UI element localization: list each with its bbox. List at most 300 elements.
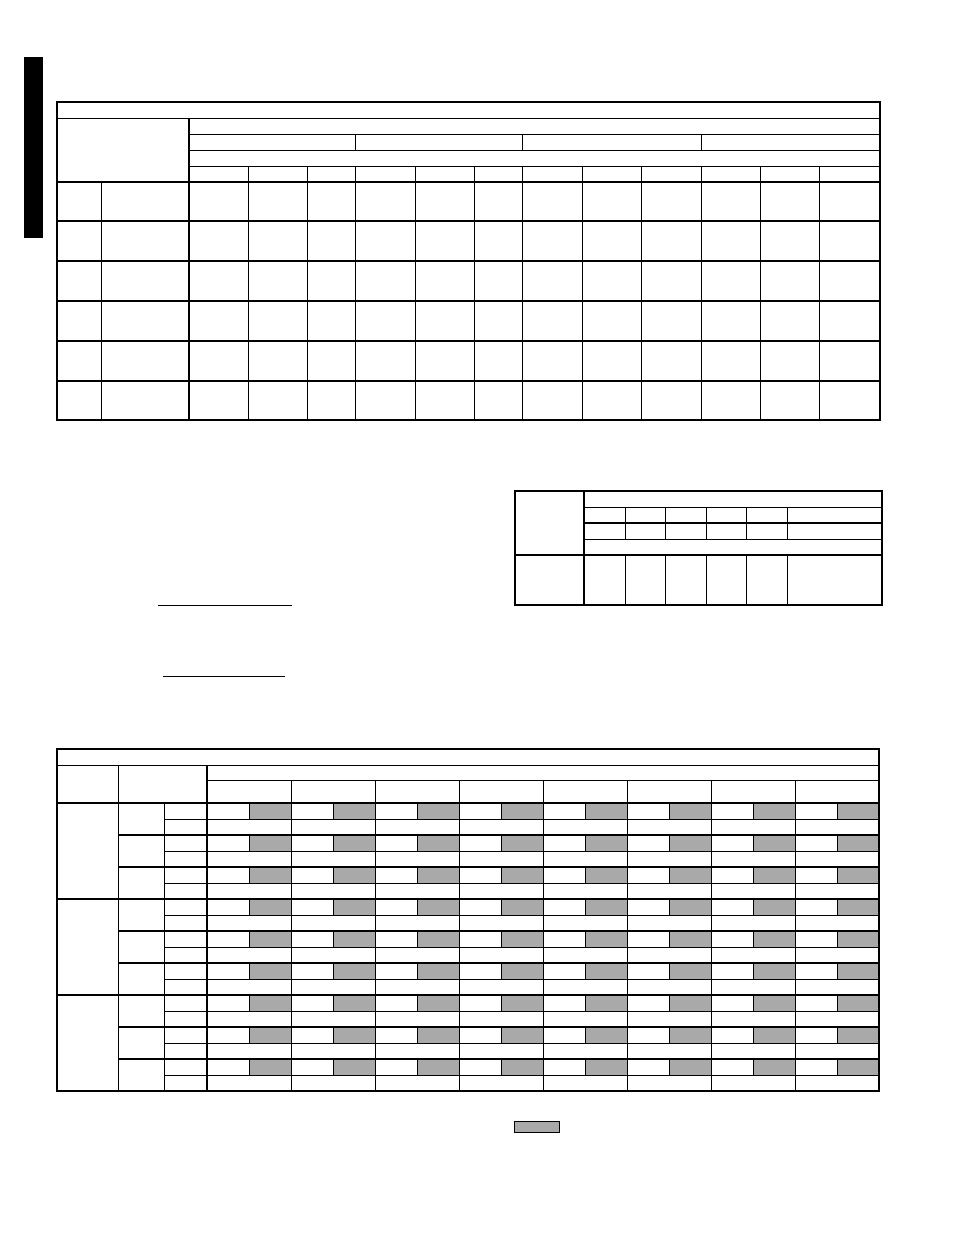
data-cell bbox=[543, 931, 585, 947]
table-1-col-header bbox=[582, 166, 641, 182]
data-cell bbox=[543, 947, 627, 963]
data-cell bbox=[207, 1075, 291, 1091]
data-cell bbox=[543, 851, 627, 867]
row-group-label-cell bbox=[57, 995, 118, 1091]
row-unit-cell bbox=[164, 883, 207, 899]
table-3-corner-cell-1 bbox=[57, 765, 118, 803]
data-cell bbox=[711, 867, 753, 883]
row-unit-cell bbox=[164, 1027, 207, 1043]
shaded-data-cell bbox=[417, 963, 459, 979]
data-cell bbox=[711, 1027, 753, 1043]
data-cell bbox=[701, 301, 760, 341]
shaded-data-cell bbox=[669, 899, 711, 915]
shaded-data-cell bbox=[333, 803, 375, 819]
data-cell bbox=[207, 803, 249, 819]
data-cell bbox=[375, 851, 459, 867]
data-cell bbox=[207, 883, 291, 899]
row-subgroup-label-cell bbox=[118, 963, 164, 995]
row-unit-cell bbox=[164, 915, 207, 931]
data-cell bbox=[522, 221, 582, 261]
data-cell bbox=[543, 1043, 627, 1059]
data-cell bbox=[641, 341, 701, 381]
shaded-data-cell bbox=[249, 995, 291, 1011]
table-1-group-header bbox=[189, 118, 880, 134]
data-cell bbox=[459, 883, 543, 899]
table-2-corner-cell bbox=[515, 491, 584, 555]
shaded-data-cell bbox=[249, 803, 291, 819]
shaded-data-cell bbox=[501, 963, 543, 979]
data-cell bbox=[819, 341, 880, 381]
data-cell bbox=[627, 819, 711, 835]
data-cell bbox=[291, 1043, 375, 1059]
data-cell bbox=[375, 947, 459, 963]
table-3-title-row bbox=[57, 749, 879, 765]
data-cell bbox=[819, 301, 880, 341]
data-cell bbox=[627, 1027, 669, 1043]
table-row bbox=[57, 851, 879, 867]
table-row bbox=[57, 182, 880, 221]
data-cell bbox=[795, 835, 837, 851]
data-cell bbox=[522, 182, 582, 221]
table-row bbox=[57, 803, 879, 819]
data-cell bbox=[543, 915, 627, 931]
data-cell bbox=[375, 1059, 417, 1075]
section-side-tab bbox=[24, 57, 43, 238]
data-cell bbox=[795, 947, 879, 963]
row-unit-cell bbox=[164, 1011, 207, 1027]
data-cell bbox=[706, 555, 746, 605]
data-cell bbox=[582, 301, 641, 341]
data-cell bbox=[415, 381, 474, 420]
data-cell bbox=[291, 1011, 375, 1027]
row-unit-cell bbox=[164, 995, 207, 1011]
shaded-data-cell bbox=[417, 931, 459, 947]
shaded-data-cell bbox=[417, 1027, 459, 1043]
data-cell bbox=[711, 883, 795, 899]
table-1-col-header bbox=[819, 166, 880, 182]
data-cell bbox=[291, 995, 333, 1011]
table-row bbox=[57, 1027, 879, 1043]
data-cell bbox=[291, 947, 375, 963]
table-3-col-group-header bbox=[207, 780, 291, 803]
data-cell bbox=[711, 931, 753, 947]
data-cell bbox=[711, 979, 795, 995]
table-1-corner-cell bbox=[57, 118, 189, 182]
row-description-cell bbox=[101, 221, 189, 261]
data-cell bbox=[711, 835, 753, 851]
data-cell bbox=[795, 915, 879, 931]
table-2-col-header bbox=[787, 507, 882, 523]
data-cell bbox=[207, 1043, 291, 1059]
table-1-col-header bbox=[522, 166, 582, 182]
data-cell bbox=[627, 1059, 669, 1075]
shaded-data-cell bbox=[753, 1059, 795, 1075]
data-cell bbox=[522, 261, 582, 301]
shaded-data-cell bbox=[585, 803, 627, 819]
table-1-subgroup-header-1 bbox=[189, 134, 355, 150]
row-subgroup-label-cell bbox=[118, 1059, 164, 1091]
table-1-col-header bbox=[474, 166, 522, 182]
table-row bbox=[57, 963, 879, 979]
row-unit-cell bbox=[164, 1043, 207, 1059]
data-cell bbox=[375, 915, 459, 931]
data-cell bbox=[459, 963, 501, 979]
data-cell bbox=[543, 995, 585, 1011]
table-row bbox=[57, 979, 879, 995]
row-unit-cell bbox=[164, 851, 207, 867]
data-cell bbox=[375, 931, 417, 947]
data-cell bbox=[459, 1027, 501, 1043]
data-cell bbox=[795, 819, 879, 835]
row-description-cell bbox=[101, 301, 189, 341]
data-cell bbox=[711, 899, 753, 915]
data-cell bbox=[459, 819, 543, 835]
data-cell bbox=[459, 915, 543, 931]
data-cell bbox=[795, 1011, 879, 1027]
table-row bbox=[57, 883, 879, 899]
data-cell bbox=[307, 341, 355, 381]
row-unit-cell bbox=[164, 867, 207, 883]
table-row bbox=[57, 835, 879, 851]
shaded-data-cell bbox=[753, 963, 795, 979]
table-row bbox=[57, 819, 879, 835]
shaded-data-cell bbox=[837, 963, 879, 979]
table-1-col-header bbox=[641, 166, 701, 182]
table-1-title-cell bbox=[57, 102, 880, 118]
row-unit-cell bbox=[164, 835, 207, 851]
data-cell bbox=[207, 867, 249, 883]
shaded-data-cell bbox=[837, 995, 879, 1011]
data-cell bbox=[375, 1011, 459, 1027]
row-label-cell bbox=[57, 182, 101, 221]
data-cell bbox=[415, 221, 474, 261]
data-cell bbox=[474, 261, 522, 301]
data-cell bbox=[746, 555, 787, 605]
data-cell bbox=[459, 995, 501, 1011]
data-cell bbox=[819, 261, 880, 301]
table-1-col-header bbox=[248, 166, 307, 182]
data-cell bbox=[627, 883, 711, 899]
table-1-col-header bbox=[355, 166, 415, 182]
data-cell bbox=[787, 555, 882, 605]
row-description-cell bbox=[101, 182, 189, 221]
row-group-label-cell bbox=[57, 803, 118, 899]
table-2-value-cell bbox=[625, 523, 665, 539]
table-1-col-header bbox=[189, 166, 248, 182]
data-cell bbox=[474, 301, 522, 341]
row-unit-cell bbox=[164, 931, 207, 947]
data-cell bbox=[795, 867, 837, 883]
data-cell bbox=[307, 301, 355, 341]
data-cell bbox=[189, 381, 248, 420]
table-1-col-header bbox=[701, 166, 760, 182]
shaded-data-cell bbox=[501, 1059, 543, 1075]
shaded-data-cell bbox=[837, 1027, 879, 1043]
data-cell bbox=[522, 381, 582, 420]
row-subgroup-label-cell bbox=[118, 867, 164, 899]
data-cell bbox=[627, 835, 669, 851]
data-cell bbox=[459, 947, 543, 963]
shaded-data-cell bbox=[585, 1059, 627, 1075]
table-2 bbox=[514, 490, 883, 606]
shaded-data-cell bbox=[585, 867, 627, 883]
shaded-data-cell bbox=[249, 1059, 291, 1075]
data-cell bbox=[207, 995, 249, 1011]
row-unit-cell bbox=[164, 979, 207, 995]
data-cell bbox=[474, 381, 522, 420]
data-cell bbox=[248, 301, 307, 341]
shaded-data-cell bbox=[501, 835, 543, 851]
table-3-corner-cell-2 bbox=[118, 765, 207, 803]
data-cell bbox=[795, 931, 837, 947]
data-cell bbox=[795, 851, 879, 867]
shaded-data-cell bbox=[417, 1059, 459, 1075]
data-cell bbox=[795, 883, 879, 899]
data-cell bbox=[627, 803, 669, 819]
data-cell bbox=[795, 995, 837, 1011]
shaded-data-cell bbox=[249, 963, 291, 979]
data-cell bbox=[415, 301, 474, 341]
blank-underline-2 bbox=[163, 676, 285, 677]
data-cell bbox=[711, 1075, 795, 1091]
data-cell bbox=[711, 1011, 795, 1027]
data-cell bbox=[375, 995, 417, 1011]
data-cell bbox=[375, 1075, 459, 1091]
table-3-col-group-header bbox=[375, 780, 459, 803]
shaded-data-cell bbox=[501, 899, 543, 915]
data-cell bbox=[415, 182, 474, 221]
data-cell bbox=[207, 1027, 249, 1043]
data-cell bbox=[207, 915, 291, 931]
data-cell bbox=[711, 851, 795, 867]
data-cell bbox=[459, 1011, 543, 1027]
data-cell bbox=[760, 341, 819, 381]
data-cell bbox=[291, 963, 333, 979]
table-2-value-cell bbox=[706, 523, 746, 539]
shaded-data-cell bbox=[585, 931, 627, 947]
shaded-data-cell bbox=[753, 1027, 795, 1043]
data-cell bbox=[711, 947, 795, 963]
data-cell bbox=[415, 261, 474, 301]
data-cell bbox=[474, 341, 522, 381]
data-cell bbox=[459, 1043, 543, 1059]
table-2-value-cell bbox=[746, 523, 787, 539]
data-cell bbox=[207, 1059, 249, 1075]
data-cell bbox=[207, 819, 291, 835]
data-cell bbox=[641, 182, 701, 221]
data-cell bbox=[291, 851, 375, 867]
table-row bbox=[57, 899, 879, 915]
shaded-data-cell bbox=[501, 867, 543, 883]
table-row bbox=[57, 261, 880, 301]
data-cell bbox=[627, 1043, 711, 1059]
data-cell bbox=[543, 1075, 627, 1091]
data-cell bbox=[701, 182, 760, 221]
data-cell bbox=[375, 979, 459, 995]
table-1-subgroup-header-2 bbox=[355, 134, 522, 150]
shaded-data-cell bbox=[669, 835, 711, 851]
data-cell bbox=[641, 301, 701, 341]
table-row bbox=[57, 341, 880, 381]
row-description-cell bbox=[101, 341, 189, 381]
data-cell bbox=[582, 261, 641, 301]
data-cell bbox=[307, 381, 355, 420]
table-1 bbox=[56, 101, 881, 421]
data-cell bbox=[701, 381, 760, 420]
data-cell bbox=[291, 931, 333, 947]
data-cell bbox=[711, 995, 753, 1011]
row-unit-cell bbox=[164, 899, 207, 915]
data-cell bbox=[795, 1027, 837, 1043]
data-cell bbox=[355, 301, 415, 341]
table-row bbox=[57, 1011, 879, 1027]
table-1-units-header bbox=[189, 150, 880, 166]
data-cell bbox=[582, 221, 641, 261]
data-cell bbox=[459, 979, 543, 995]
shaded-data-cell bbox=[249, 1027, 291, 1043]
table-2-col-header bbox=[746, 507, 787, 523]
data-cell bbox=[189, 341, 248, 381]
data-cell bbox=[522, 341, 582, 381]
shaded-data-cell bbox=[333, 899, 375, 915]
data-cell bbox=[291, 979, 375, 995]
data-cell bbox=[375, 899, 417, 915]
shaded-data-cell bbox=[669, 867, 711, 883]
shaded-data-cell bbox=[585, 835, 627, 851]
data-cell bbox=[701, 261, 760, 301]
row-unit-cell bbox=[164, 947, 207, 963]
data-cell bbox=[711, 963, 753, 979]
blank-underline-1 bbox=[158, 605, 292, 606]
data-cell bbox=[459, 867, 501, 883]
row-label-cell bbox=[57, 381, 101, 420]
shaded-data-cell bbox=[501, 931, 543, 947]
table-1-col-header bbox=[760, 166, 819, 182]
shaded-data-cell bbox=[417, 867, 459, 883]
row-subgroup-label-cell bbox=[118, 899, 164, 931]
shaded-data-cell bbox=[333, 1027, 375, 1043]
data-cell bbox=[291, 899, 333, 915]
table-3-body bbox=[57, 803, 879, 1091]
data-cell bbox=[711, 1059, 753, 1075]
shaded-data-cell bbox=[837, 899, 879, 915]
data-cell bbox=[307, 261, 355, 301]
table-2-col-header bbox=[706, 507, 746, 523]
data-cell bbox=[207, 835, 249, 851]
row-unit-cell bbox=[164, 1075, 207, 1091]
data-cell bbox=[795, 1075, 879, 1091]
table-row bbox=[57, 301, 880, 341]
data-cell bbox=[375, 883, 459, 899]
table-1-title-row bbox=[57, 102, 880, 118]
shaded-data-cell bbox=[837, 931, 879, 947]
data-cell bbox=[207, 899, 249, 915]
data-cell bbox=[795, 899, 837, 915]
data-cell bbox=[627, 947, 711, 963]
table-1-subgroup-header-4 bbox=[701, 134, 880, 150]
table-row bbox=[57, 1075, 879, 1091]
shaded-data-cell bbox=[249, 835, 291, 851]
table-row bbox=[57, 931, 879, 947]
shaded-data-cell bbox=[249, 931, 291, 947]
data-cell bbox=[795, 803, 837, 819]
data-cell bbox=[207, 979, 291, 995]
data-cell bbox=[355, 182, 415, 221]
data-cell bbox=[459, 1075, 543, 1091]
shaded-data-cell bbox=[249, 867, 291, 883]
table-3-group-header bbox=[207, 765, 879, 780]
shaded-data-cell bbox=[417, 899, 459, 915]
shaded-data-cell bbox=[753, 899, 795, 915]
data-cell bbox=[375, 1043, 459, 1059]
data-cell bbox=[625, 555, 665, 605]
data-cell bbox=[207, 947, 291, 963]
data-cell bbox=[819, 221, 880, 261]
data-cell bbox=[307, 182, 355, 221]
data-cell bbox=[582, 381, 641, 420]
data-cell bbox=[207, 1011, 291, 1027]
table-1-header-row-1 bbox=[57, 118, 880, 134]
table-2-value-cell bbox=[787, 523, 882, 539]
data-cell bbox=[795, 1059, 837, 1075]
row-label-cell bbox=[57, 261, 101, 301]
shaded-data-cell bbox=[837, 803, 879, 819]
data-cell bbox=[291, 835, 333, 851]
row-unit-cell bbox=[164, 803, 207, 819]
row-unit-cell bbox=[164, 963, 207, 979]
data-cell bbox=[207, 851, 291, 867]
data-cell bbox=[355, 341, 415, 381]
shaded-data-cell bbox=[837, 1059, 879, 1075]
shaded-data-cell bbox=[333, 931, 375, 947]
row-label-cell bbox=[57, 301, 101, 341]
data-cell bbox=[641, 221, 701, 261]
data-cell bbox=[291, 803, 333, 819]
shaded-data-cell bbox=[585, 899, 627, 915]
data-cell bbox=[375, 803, 417, 819]
table-row bbox=[57, 915, 879, 931]
table-3-title-cell bbox=[57, 749, 879, 765]
shaded-data-cell bbox=[417, 995, 459, 1011]
table-2-col-header bbox=[584, 507, 625, 523]
data-cell bbox=[627, 931, 669, 947]
shaded-data-cell bbox=[669, 1059, 711, 1075]
table-3-header-row-1 bbox=[57, 765, 879, 780]
table-3-col-group-header bbox=[459, 780, 543, 803]
data-cell bbox=[474, 221, 522, 261]
table-row bbox=[515, 555, 882, 605]
row-unit-cell bbox=[164, 819, 207, 835]
table-1-subgroup-header-3 bbox=[522, 134, 701, 150]
data-cell bbox=[760, 301, 819, 341]
shaded-data-cell bbox=[585, 963, 627, 979]
table-2-col-header bbox=[665, 507, 706, 523]
shaded-data-cell bbox=[333, 963, 375, 979]
shaded-data-cell bbox=[333, 995, 375, 1011]
data-cell bbox=[627, 1011, 711, 1027]
data-cell bbox=[307, 221, 355, 261]
data-cell bbox=[795, 963, 837, 979]
data-cell bbox=[291, 915, 375, 931]
data-cell bbox=[543, 883, 627, 899]
table-row bbox=[57, 381, 880, 420]
data-cell bbox=[207, 931, 249, 947]
table-3-col-group-header bbox=[795, 780, 879, 803]
data-cell bbox=[543, 1027, 585, 1043]
row-description-cell bbox=[101, 261, 189, 301]
data-cell bbox=[665, 555, 706, 605]
data-cell bbox=[375, 963, 417, 979]
